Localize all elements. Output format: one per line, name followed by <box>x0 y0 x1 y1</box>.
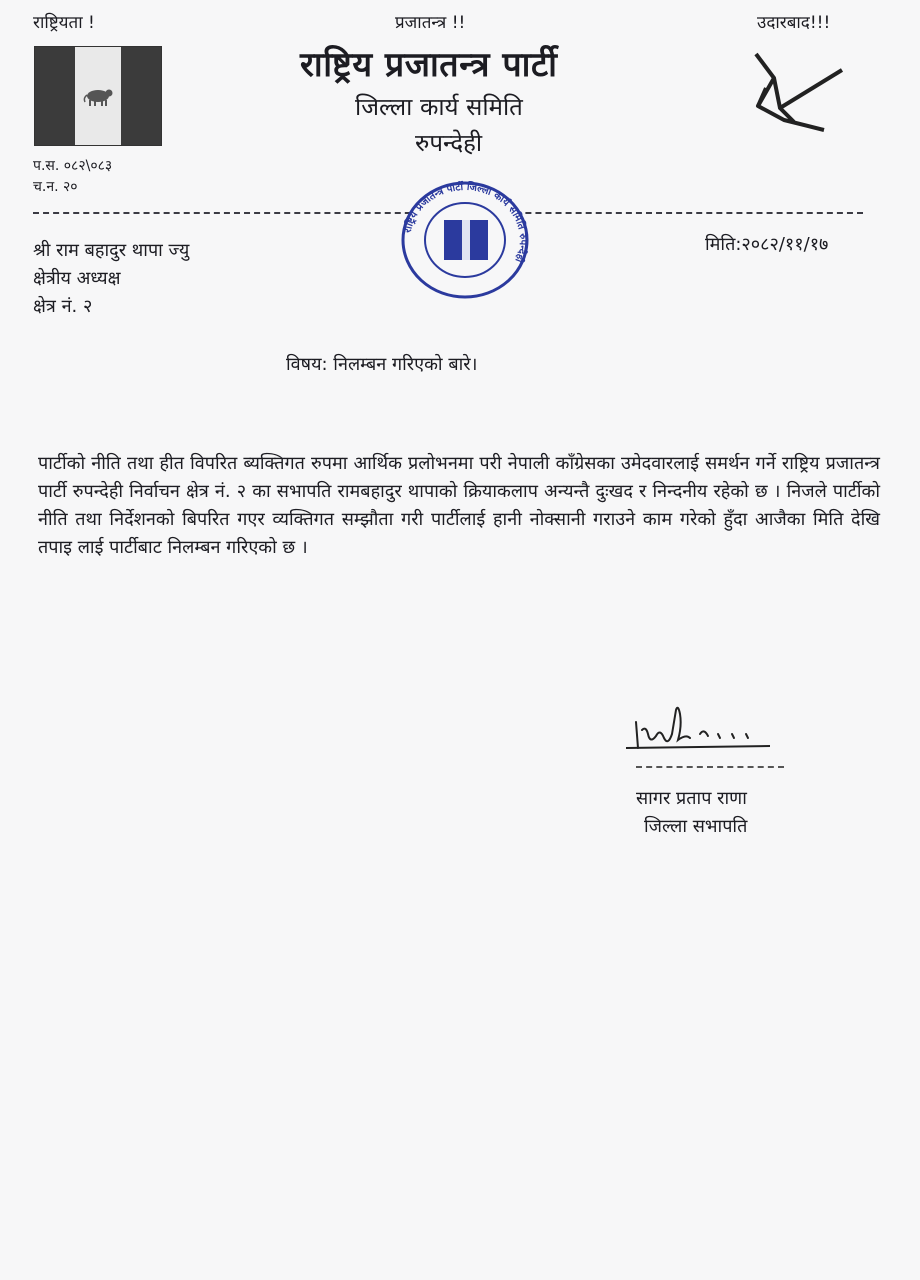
addressee-area: क्षेत्र नं. २ <box>33 296 93 317</box>
svg-text:राष्ट्रिय प्रजातन्त्र पार्टी ज: राष्ट्रिय प्रजातन्त्र पार्टी जिल्ला कार्य समिति रुपन्देही <box>402 181 529 264</box>
party-flag-logo <box>34 46 162 146</box>
motto-center: प्रजातन्त्र !! <box>395 13 466 33</box>
addressee-position: क्षेत्रीय अध्यक्ष <box>33 268 121 289</box>
addressee-name: श्री राम बहादुर थापा ज्यु <box>33 240 190 261</box>
letter-body: पार्टीको नीति तथा हीत विपरित ब्यक्तिगत रुपमा आर्थिक प्रलोभनमा परी नेपाली काँग्रेसका उमेदवारलाई समर्थन गर्ने राष्ट्रिय प्रजातन्त्र पार्टी रुपन्देही निर्वाचन क्षेत्र नं. २ का सभापति रामबहादुर थापाको क्रियाकलाप अन्यन्तै दुःखद र निन्दनीय रहेको छ । निजले पार्टीको नीति तथा निर्देशनको बिपरित गएर व्यक्तिगत सम्झौता गरी पार्टीलाई हानी नोक्सानी गराउने काम गरेको हुँदा आजैका मिति देखि तपाइ लाई पार्टीबाट निलम्बन गरिएको छ । <box>38 453 880 558</box>
signatory-title: जिल्ला सभापति <box>644 816 748 837</box>
letter-subject: विषय: निलम्बन गरिएको बारे। <box>286 354 478 375</box>
signatory-name: सागर प्रताप राणा <box>636 788 747 809</box>
handwritten-signature <box>620 700 780 762</box>
district-name: रुपन्देही <box>415 129 483 157</box>
motto-left: राष्ट्रियता ! <box>33 13 95 33</box>
party-stamp <box>400 180 530 300</box>
reference-number: प.स. ०८२\०८३ <box>33 158 113 174</box>
party-name: राष्ट्रिय प्रजातन्त्र पार्टी <box>300 45 558 85</box>
letter-date: मिति:२०८२/११/१७ <box>705 234 829 255</box>
signature-line <box>636 766 784 768</box>
plough-icon <box>744 48 848 134</box>
dispatch-number: च.न. २० <box>33 179 78 195</box>
cow-icon <box>80 84 116 108</box>
motto-right: उदारबाद!!! <box>757 13 831 33</box>
committee-name: जिल्ला कार्य समिति <box>355 93 523 121</box>
